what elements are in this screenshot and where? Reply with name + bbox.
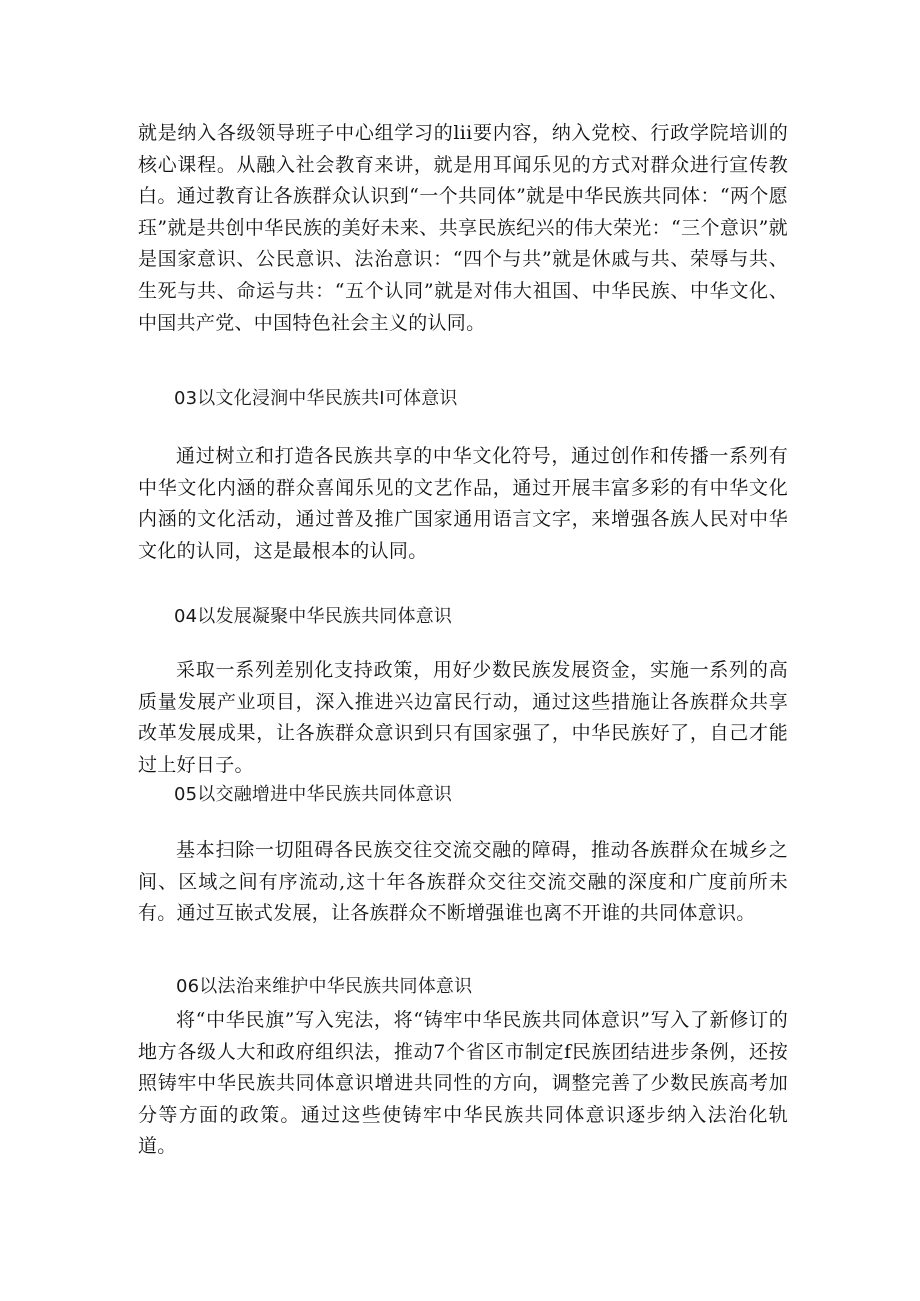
section-body-05: 基本扫除一切阻碍各民族交往交流交融的障碍，推动各族群众在城乡之间、区域之间有序流动,这十年各族群众交往交流交融的深度和广度前所未有。通过互嵌式发展，让各族群众不断增强谁也离不开谁的共同体意识。 (138, 839, 788, 925)
section-body-03: 通过树立和打造各民族共享的中华文化符号，通过创作和传播一系列有中华文化内涵的群众喜闻乐见的文艺作品，通过开展丰富多彩的有中华文化内涵的文化活动，通过普及推广国家通用语言文字，来增强各族人民对中华文化的认同，这是最根本的认同。 (138, 445, 788, 562)
section-body-06: 将“中华民旗”写入宪法，将“铸牢中华民族共同体意识”写入了新修订的地方各级人大和政府组织法，推动7个省区市制定f民族团结进步条例，还按照铸牢中华民族共同体意识增进共同性的方向，调整完善了少数民族高考加分等方面的政策。通过这些使铸牢中华民族共同体意识逐步纳入法治化轨道。 (138, 1009, 788, 1158)
intro-paragraph: 就是纳入各级领导班子中心组学习的lii要内容，纳入党校、行政学院培训的核心课程。从融入社会教育来讲，就是用耳闻乐见的方式对群众进行宣传教白。通过教育让各族群众认识到“一个共同体”就是中华民族共同体：“两个愿珏”就是共创中华民族的美好未来、共享民族纪兴的伟大荣光：“三个意识”就是国家意识、公民意识、法治意识：“四个与共”就是休戚与共、荣辱与共、生死与共、命运与共：“五个认同”就是对伟大祖国、中华民族、中华文化、中国共产党、中国特色社会主义的认同。 (138, 122, 788, 334)
section-heading-06: 06以法治来维护中华民族共同体意识 (176, 976, 473, 997)
section-heading-03: 03以文化浸涧中华民族共I可体意识 (174, 388, 458, 409)
section-heading-04: 04以发展凝聚中华民族共同体意识 (174, 606, 453, 627)
section-heading-05: 05以交融增进中华民族共同体意识 (174, 784, 453, 805)
section-body-04: 采取一系列差别化支持政策，用好少数民族发展资金，实施一系列的高质量发展产业项目，深入推进兴边富民行动，通过这些措施让各族群众共享改革发展成果，让各族群众意识到只有国家强了，中华民族好了，自己才能过上好日子。 (138, 659, 788, 776)
